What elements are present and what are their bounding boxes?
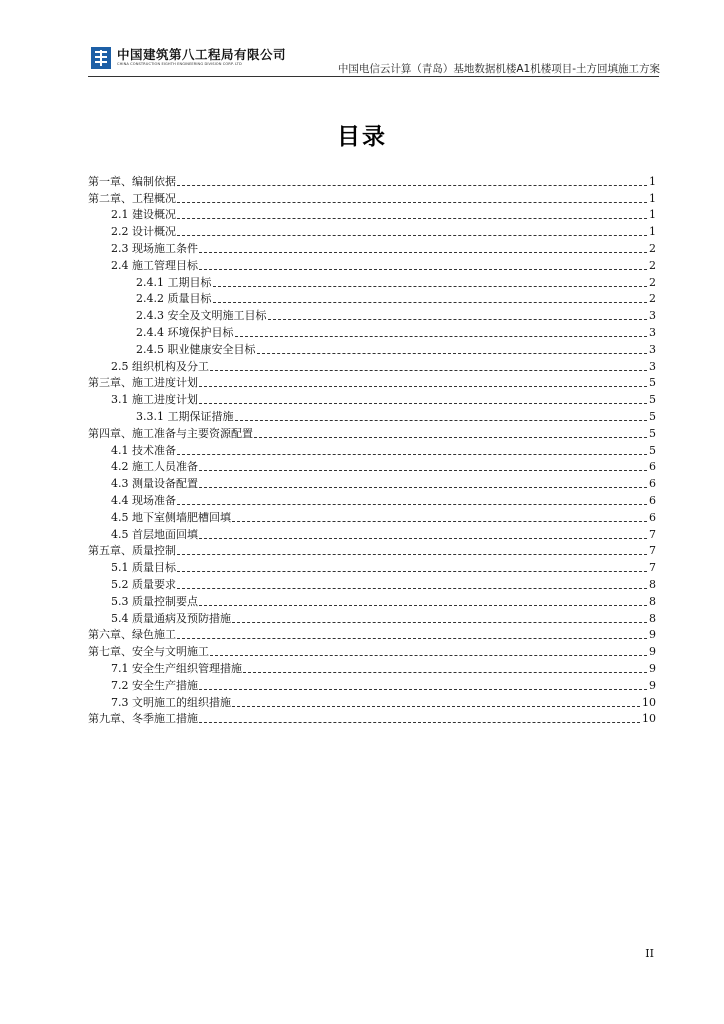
toc-leader-line bbox=[177, 202, 647, 203]
toc-entry[interactable] bbox=[88, 323, 656, 340]
toc-leader-line bbox=[177, 504, 647, 505]
toc-entry[interactable] bbox=[88, 256, 656, 273]
toc-entry-label: 2.5 组织机构及分工 bbox=[111, 359, 209, 373]
toc-entry[interactable] bbox=[88, 290, 656, 307]
toc-entry[interactable] bbox=[88, 273, 656, 290]
toc-entry-page: 10 bbox=[642, 695, 656, 709]
toc-entry-label: 4.5 地下室侧墙肥槽回填 bbox=[111, 510, 231, 524]
toc-entry-label: 2.4.5 职业健康安全目标 bbox=[136, 342, 256, 356]
toc-entry-page: 5 bbox=[649, 409, 656, 423]
toc-entry[interactable] bbox=[88, 441, 656, 458]
toc-leader-line bbox=[268, 319, 648, 320]
toc-entry[interactable] bbox=[88, 575, 656, 592]
toc-entry-page: 9 bbox=[649, 645, 656, 659]
toc-leader-line bbox=[235, 420, 648, 421]
toc-leader-line bbox=[235, 336, 648, 337]
toc-entry[interactable] bbox=[88, 525, 656, 542]
toc-entry-label: 第五章、质量控制 bbox=[88, 544, 176, 558]
toc-leader-line bbox=[199, 269, 647, 270]
toc-entry-page: 3 bbox=[649, 359, 656, 373]
toc-leader-line bbox=[232, 521, 647, 522]
toc-entry-page: 5 bbox=[649, 376, 656, 390]
toc-entry[interactable] bbox=[88, 189, 656, 206]
toc-entry[interactable] bbox=[88, 390, 656, 407]
toc-leader-line bbox=[232, 622, 647, 623]
toc-entry[interactable] bbox=[88, 458, 656, 475]
toc-entry-page: 8 bbox=[649, 611, 656, 625]
toc-entry-label: 5.1 质量目标 bbox=[111, 561, 176, 575]
toc-leader-line bbox=[199, 386, 647, 387]
toc-entry[interactable] bbox=[88, 374, 656, 391]
toc-entry-label: 第二章、工程概况 bbox=[88, 191, 176, 205]
toc-entry-page: 10 bbox=[642, 712, 656, 726]
toc-entry-label: 3.1 施工进度计划 bbox=[111, 393, 198, 407]
toc-entry[interactable] bbox=[88, 239, 656, 256]
toc-entry-label: 2.4.4 环境保护目标 bbox=[136, 325, 234, 339]
toc-leader-line bbox=[243, 672, 647, 673]
toc-entry-page: 3 bbox=[649, 325, 656, 339]
toc-entry-label: 2.2 设计概况 bbox=[111, 225, 176, 239]
toc-entry-page: 9 bbox=[649, 661, 656, 675]
toc-leader-line bbox=[177, 235, 647, 236]
toc-leader-line bbox=[257, 353, 648, 354]
toc-entry-label: 4.2 施工人员准备 bbox=[111, 460, 198, 474]
toc-leader-line bbox=[210, 370, 647, 371]
toc-entry[interactable] bbox=[88, 693, 656, 710]
cscec-logo-icon bbox=[91, 47, 111, 69]
toc-entry[interactable] bbox=[88, 407, 656, 424]
toc-entry[interactable] bbox=[88, 676, 656, 693]
toc-entry-label: 5.3 质量控制要点 bbox=[111, 594, 198, 608]
toc-leader-line bbox=[213, 286, 648, 287]
toc-entry-page: 8 bbox=[649, 577, 656, 591]
toc-entry-label: 7.2 安全生产措施 bbox=[111, 678, 198, 692]
toc-entry-page: 5 bbox=[649, 393, 656, 407]
toc-entry-page: 2 bbox=[649, 292, 656, 306]
toc-entry-page: 1 bbox=[649, 191, 656, 205]
toc-leader-line bbox=[199, 252, 647, 253]
toc-entry-page: 6 bbox=[649, 493, 656, 507]
toc-entry[interactable] bbox=[88, 642, 656, 659]
toc-list bbox=[88, 172, 656, 726]
company-name: 中国建筑第八工程局有限公司 bbox=[117, 46, 287, 62]
toc-entry[interactable] bbox=[88, 558, 656, 575]
toc-leader-line bbox=[210, 655, 647, 656]
toc-entry-label: 第四章、施工准备与主要资源配置 bbox=[88, 426, 253, 440]
toc-leader-line bbox=[199, 403, 647, 404]
toc-entry[interactable] bbox=[88, 357, 656, 374]
document-header-title: 中国电信云计算（青岛）基地数据机楼A1机楼项目-土方回填施工方案 bbox=[337, 63, 660, 75]
toc-leader-line bbox=[199, 470, 647, 471]
toc-entry-label: 第七章、安全与文明施工 bbox=[88, 645, 209, 659]
toc-entry-label: 2.1 建设概况 bbox=[111, 208, 176, 222]
toc-entry-page: 7 bbox=[649, 527, 656, 541]
toc-entry-page: 2 bbox=[649, 275, 656, 289]
toc-entry[interactable] bbox=[88, 222, 656, 239]
toc-entry[interactable] bbox=[88, 542, 656, 559]
toc-entry-label: 4.4 现场准备 bbox=[111, 493, 176, 507]
toc-entry-label: 第一章、编制依据 bbox=[88, 174, 176, 188]
toc-entry-label: 第六章、绿色施工 bbox=[88, 628, 176, 642]
toc-leader-line bbox=[177, 571, 647, 572]
toc-entry[interactable] bbox=[88, 172, 656, 189]
toc-entry-page: 5 bbox=[649, 443, 656, 457]
company-logo bbox=[91, 47, 286, 69]
toc-leader-line bbox=[199, 722, 640, 723]
toc-leader-line bbox=[177, 638, 647, 639]
toc-entry-page: 1 bbox=[649, 225, 656, 239]
toc-entry-label: 4.5 首层地面回填 bbox=[111, 527, 198, 541]
toc-entry-page: 7 bbox=[649, 561, 656, 575]
toc-entry[interactable] bbox=[88, 474, 656, 491]
toc-entry-label: 2.4.2 质量目标 bbox=[136, 292, 212, 306]
toc-entry-page: 1 bbox=[649, 208, 656, 222]
toc-entry[interactable] bbox=[88, 424, 656, 441]
toc-entry-label: 2.4.1 工期目标 bbox=[136, 275, 212, 289]
toc-entry-page: 6 bbox=[649, 460, 656, 474]
toc-leader-line bbox=[177, 185, 647, 186]
toc-entry-label: 7.3 文明施工的组织措施 bbox=[111, 695, 231, 709]
toc-entry-page: 6 bbox=[649, 477, 656, 491]
toc-leader-line bbox=[199, 605, 647, 606]
toc-entry[interactable] bbox=[88, 491, 656, 508]
toc-entry-label: 第九章、冬季施工措施 bbox=[88, 712, 198, 726]
toc-entry-label: 7.1 安全生产组织管理措施 bbox=[111, 661, 242, 675]
toc-entry[interactable] bbox=[88, 626, 656, 643]
header-divider bbox=[88, 76, 659, 77]
toc-entry-label: 4.1 技术准备 bbox=[111, 443, 176, 457]
toc-leader-line bbox=[199, 538, 647, 539]
toc-leader-line bbox=[177, 554, 647, 555]
toc-entry-page: 7 bbox=[649, 544, 656, 558]
toc-entry-label: 3.3.1 工期保证措施 bbox=[136, 409, 234, 423]
logo-text bbox=[117, 46, 287, 67]
toc-entry-page: 5 bbox=[649, 426, 656, 440]
toc-entry-page: 6 bbox=[649, 510, 656, 524]
toc-leader-line bbox=[199, 689, 647, 690]
toc-leader-line bbox=[199, 487, 647, 488]
toc-entry[interactable] bbox=[88, 609, 656, 626]
page-number: II bbox=[645, 947, 654, 960]
toc-entry[interactable] bbox=[88, 659, 656, 676]
toc-leader-line bbox=[177, 218, 647, 219]
toc-entry-page: 8 bbox=[649, 594, 656, 608]
toc-entry[interactable] bbox=[88, 206, 656, 223]
toc-title: 目录 bbox=[337, 124, 387, 150]
toc-entry[interactable] bbox=[88, 340, 656, 357]
toc-entry-page: 2 bbox=[649, 258, 656, 272]
company-name-en: CHINA CONSTRUCTION EIGHTH ENGINEERING DIVISION CORP. LTD bbox=[117, 62, 242, 67]
toc-entry-page: 1 bbox=[649, 174, 656, 188]
toc-entry-label: 2.3 现场施工条件 bbox=[111, 241, 198, 255]
toc-entry[interactable] bbox=[88, 508, 656, 525]
toc-entry-page: 9 bbox=[649, 628, 656, 642]
toc-entry-page: 3 bbox=[649, 342, 656, 356]
toc-leader-line bbox=[232, 706, 640, 707]
toc-leader-line bbox=[213, 302, 648, 303]
toc-entry[interactable] bbox=[88, 592, 656, 609]
toc-leader-line bbox=[177, 588, 647, 589]
toc-entry[interactable] bbox=[88, 710, 656, 727]
toc-entry-label: 2.4 施工管理目标 bbox=[111, 258, 198, 272]
toc-entry-page: 9 bbox=[649, 678, 656, 692]
toc-leader-line bbox=[177, 454, 647, 455]
toc-entry[interactable] bbox=[88, 306, 656, 323]
toc-entry-page: 2 bbox=[649, 241, 656, 255]
toc-entry-label: 5.4 质量通病及预防措施 bbox=[111, 611, 231, 625]
toc-entry-label: 5.2 质量要求 bbox=[111, 577, 176, 591]
toc-leader-line bbox=[254, 437, 647, 438]
toc-entry-label: 第三章、施工进度计划 bbox=[88, 376, 198, 390]
toc-entry-page: 3 bbox=[649, 309, 656, 323]
toc-entry-label: 4.3 测量设备配置 bbox=[111, 477, 198, 491]
toc-entry-label: 2.4.3 安全及文明施工目标 bbox=[136, 309, 267, 323]
